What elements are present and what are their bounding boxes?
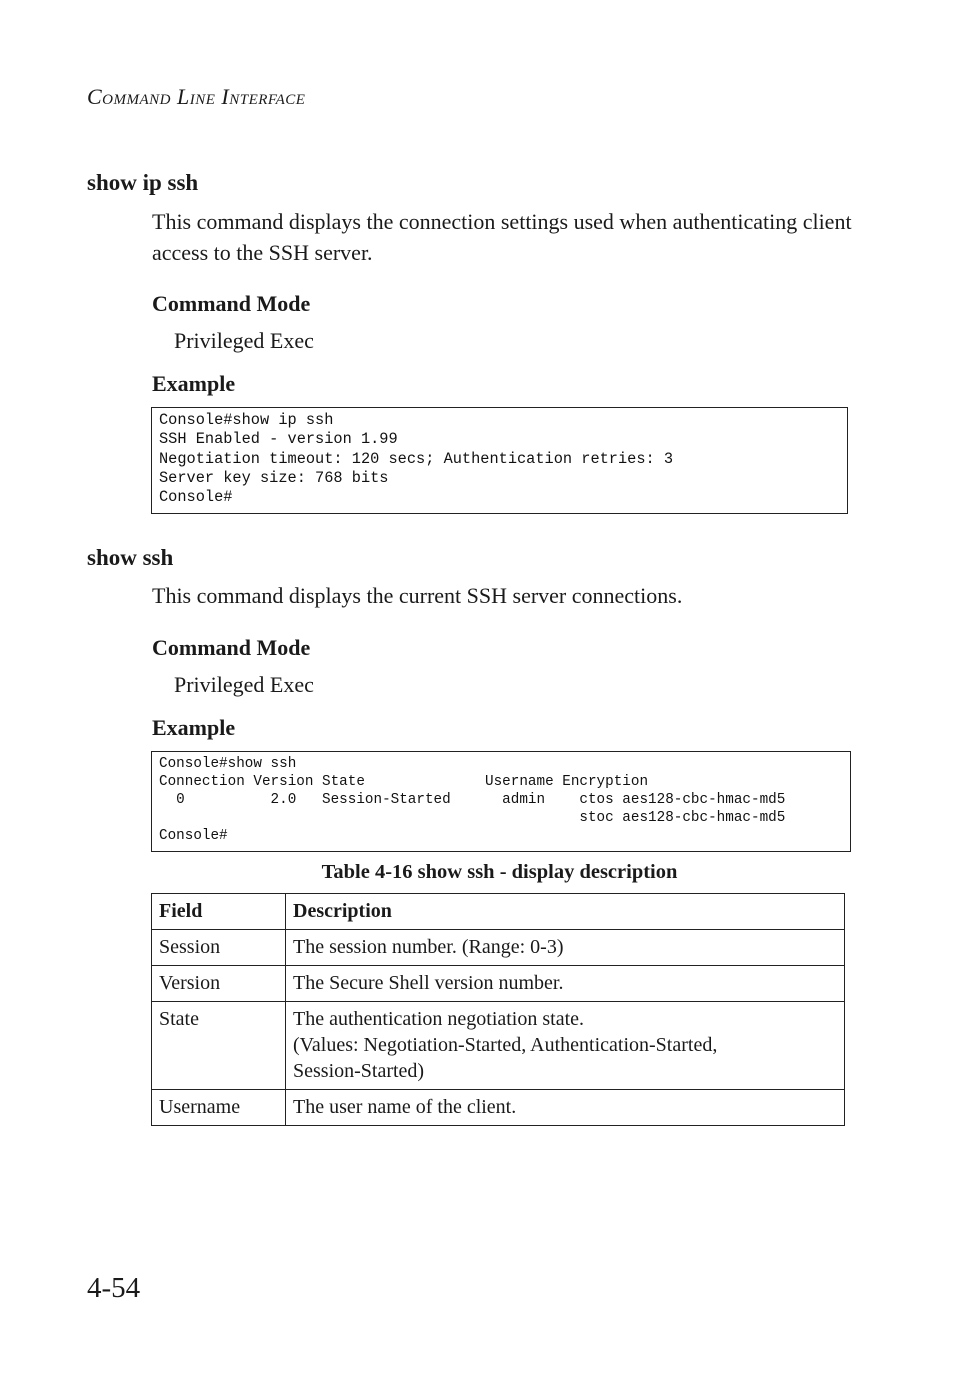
field-cell: Username — [152, 1090, 286, 1126]
command-mode-heading: Command Mode — [152, 291, 311, 316]
column-header-description: Description — [286, 894, 845, 930]
description-cell — [286, 1090, 845, 1126]
section-title-show-ip-ssh: show ip ssh — [87, 170, 199, 195]
command-mode-value: Privileged Exec — [174, 672, 314, 697]
description-line: The session number. (Range: 0-3) — [293, 936, 564, 958]
code-line: Console# — [159, 828, 228, 844]
description-line: The Secure Shell version number. — [293, 972, 564, 994]
example-heading: Example — [152, 371, 236, 396]
description-line: Session-Started) — [293, 1060, 425, 1082]
code-example-show-ip-ssh — [151, 407, 848, 514]
table-row — [152, 1002, 845, 1090]
table-row — [152, 930, 845, 966]
table-row — [152, 1090, 845, 1126]
code-line: Console#show ip ssh — [159, 411, 334, 429]
description-table — [151, 893, 845, 1126]
table-caption: Table 4-16 show ssh - display description — [321, 861, 678, 883]
command-mode-value: Privileged Exec — [174, 328, 314, 353]
section-title-show-ssh: show ssh — [87, 545, 174, 570]
description-line: The authentication negotiation state. — [293, 1008, 585, 1030]
code-example-show-ssh — [151, 751, 851, 852]
code-line: Console#show ssh — [159, 756, 297, 772]
code-line: Negotiation timeout: 120 secs; Authentication retries: 3 — [159, 449, 674, 468]
code-line: Console# — [159, 488, 233, 507]
field-cell: State — [152, 1002, 286, 1090]
section-description-show-ssh: This command displays the current SSH server connections. — [152, 583, 683, 608]
table-row — [152, 966, 845, 1002]
code-line: 0 2.0 Session-Started admin ctos aes128-cbc-hmac-md5 — [159, 792, 786, 808]
field-cell: Version — [152, 966, 286, 1002]
field-cell: Session — [152, 930, 286, 966]
description-line: (Values: Negotiation-Started, Authentication-Started, — [293, 1034, 718, 1056]
description-cell — [286, 1002, 845, 1090]
code-line: Connection Version State Username Encryption — [159, 774, 649, 790]
table-header-row — [152, 894, 845, 930]
column-header-field: Field — [152, 894, 286, 930]
description-cell — [286, 930, 845, 966]
description-line: The user name of the client. — [293, 1096, 517, 1118]
code-line: Server key size: 768 bits — [159, 468, 389, 487]
running-head: Command Line Interface — [87, 84, 306, 109]
code-line: SSH Enabled - version 1.99 — [159, 430, 398, 449]
section-description-show-ip-ssh: This command displays the connection settings used when authenticating client access to the SSH server. — [152, 209, 852, 265]
code-line: stoc aes128-cbc-hmac-md5 — [159, 810, 786, 826]
command-mode-heading: Command Mode — [152, 635, 311, 660]
example-heading: Example — [152, 715, 236, 740]
description-cell — [286, 966, 845, 1002]
page-number: 4-54 — [87, 1272, 141, 1304]
